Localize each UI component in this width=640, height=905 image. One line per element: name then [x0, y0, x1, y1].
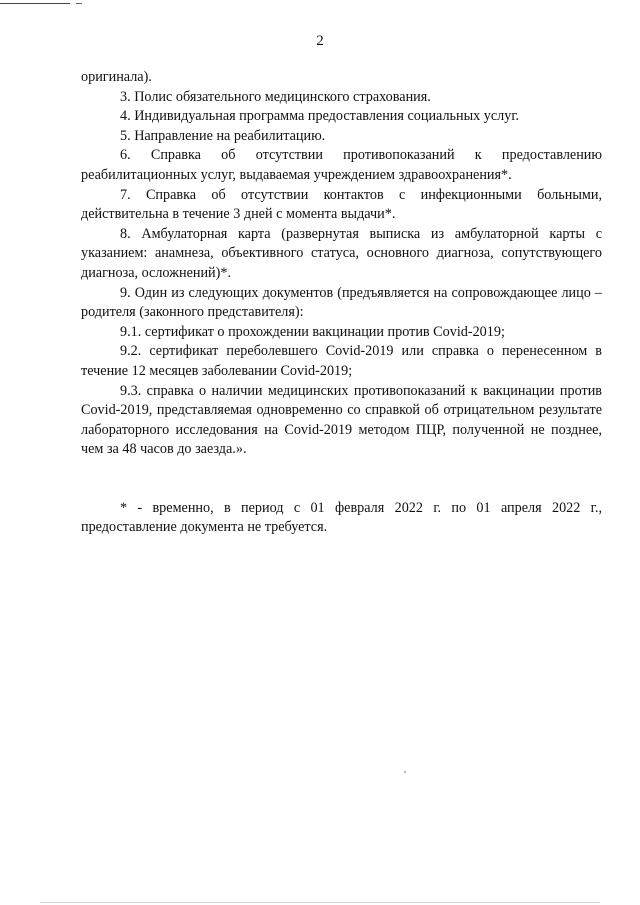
top-edge-line-fragment: [76, 3, 82, 4]
scan-speck: [404, 771, 406, 773]
list-item-7: 7. Справка об отсутствии контактов с инфекционными больными, действительна в течение 3 дней с момента выдачи*.: [81, 186, 602, 223]
list-item-9-2: 9.2. сертификат переболевшего Covid-2019 или справка о перенесенном в течение 12 месяцев заболевании Covid-2019;: [81, 343, 602, 379]
bottom-edge-line: [40, 902, 600, 903]
list-item-8: 8. Амбулаторная карта (развернутая выписка из амбулаторной карты с указанием: анамнеза, объективного статуса, основного диагноза, сопутствующего диагноза, осложнений)*.: [81, 225, 602, 281]
footnote: * - временно, в период с 01 февраля 2022 г. по 01 апреля 2022 г., предоставление документа не требуется.: [81, 499, 602, 536]
list-item-3: 3. Полис обязательного медицинского страхования.: [120, 88, 431, 105]
paragraph-continuation: оригинала).: [81, 69, 152, 85]
list-item-4: 4. Индивидуальная программа предоставления социальных услуг.: [120, 108, 520, 125]
list-item-5: 5. Направление на реабилитацию.: [120, 127, 326, 144]
top-edge-line: [0, 3, 70, 4]
list-item-6: 6. Справка об отсутствии противопоказаний к предоставлению реабилитационных услуг, выдаваемая учреждением здравоохранения*.: [81, 147, 602, 183]
list-item-9-3: 9.3. справка о наличии медицинских противопоказаний к вакцинации против Covid-2019, представляемая одновременно со справкой об отрицательном результате лабораторного исследования на Covid-2019 методом ПЦР, полученной не позднее, чем за 48 часов до заезда.».: [81, 382, 602, 458]
page-number: 2: [316, 33, 324, 49]
document-body: [81, 68, 602, 538]
list-item-9-1: 9.1. сертификат о прохождении вакцинации против Covid-2019;: [120, 323, 505, 340]
list-item-9: 9. Один из следующих документов (предъявляется на сопровождающее лицо – родителя (законного представителя):: [81, 284, 602, 321]
